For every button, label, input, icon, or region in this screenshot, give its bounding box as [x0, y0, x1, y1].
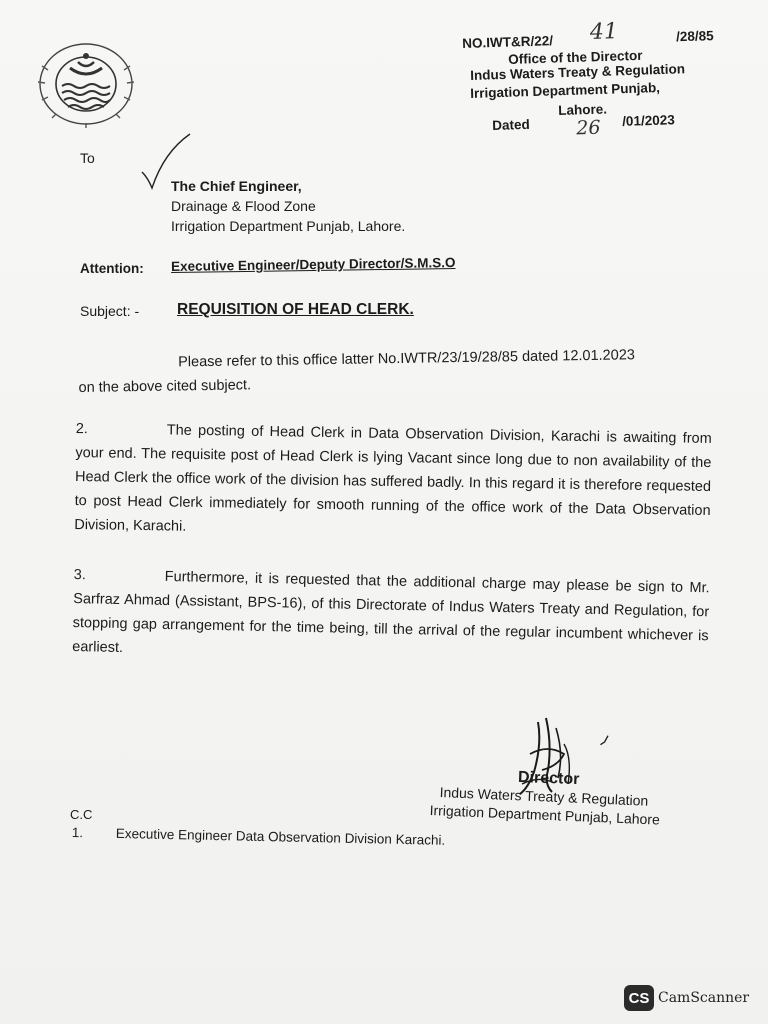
- recipient-title: The Chief Engineer,: [171, 178, 302, 194]
- office-city: Lahore.: [558, 101, 608, 118]
- to-label: To: [80, 150, 95, 166]
- dated-day-handwritten: 26: [576, 116, 601, 140]
- dated-label: Dated: [492, 116, 530, 133]
- office-dept: Irrigation Department Punjab,: [470, 80, 661, 101]
- camscanner-text: CamScanner: [658, 990, 750, 1006]
- punjab-government-seal-logo: [22, 36, 150, 132]
- signatory-dept: Irrigation Department Punjab, Lahore: [429, 802, 661, 828]
- cc-list-item: [72, 825, 492, 849]
- office-title: Office of the Director: [508, 47, 643, 67]
- recipient-dept: Irrigation Department Punjab, Lahore.: [171, 218, 406, 234]
- attention-value: Executive Engineer/Deputy Director/S.M.S.O: [171, 255, 456, 274]
- cc-item-number: 1.: [71, 825, 84, 841]
- office-org: Indus Waters Treaty & Regulation: [470, 61, 686, 83]
- subject-label: Subject: -: [80, 303, 140, 319]
- dated-line: [492, 112, 692, 140]
- camscanner-logo-icon: CS: [624, 985, 654, 1011]
- paragraph-2: [74, 417, 712, 547]
- ref-prefix: NO.IWT&R/22/: [462, 33, 554, 51]
- recipient-zone: Drainage & Flood Zone: [171, 198, 316, 214]
- cc-label: C.C: [70, 807, 93, 822]
- paragraph-3: [72, 563, 710, 672]
- paragraph-1: [78, 342, 715, 400]
- ref-suffix: /28/85: [675, 28, 714, 45]
- signatory-title: Director: [517, 768, 580, 789]
- paragraph-3-text: Furthermore, it is requested that the additional charge may please be sign to Mr. Sarfraz Ahmad (Assistant, BPS-16), of this Directorate of Indus Waters Treaty and Regulation, for stopping gap arrangement for the time being, till the arrival of the regular incumbent whichever is earliest.: [72, 568, 710, 657]
- paragraph-1-line-1: Please refer to this office latter No.IWTR/23/19/28/85 dated 12.01.2023: [178, 347, 636, 371]
- paragraph-2-text: The posting of Head Clerk in Data Observation Division, Karachi is awaiting from your end. The requisite post of Head Clerk is lying Vacant since long due to non availability of the Head Clerk the office work of the division has suffered badly. In this regard it is therefore requested to post Head Clerk immediately for smooth running of the office work of the Data Observation Division, Karachi.: [74, 422, 712, 535]
- paragraph-2-number: 2.: [75, 420, 89, 438]
- signatory-org: Indus Waters Treaty & Regulation: [439, 784, 649, 809]
- attention-label: Attention:: [80, 261, 144, 276]
- ref-handwritten-number: 41: [589, 19, 619, 45]
- paragraph-3-number: 3.: [73, 566, 87, 584]
- cc-item-text: Executive Engineer Data Observation Division Karachi.: [115, 825, 446, 848]
- subject-value: REQUISITION OF HEAD CLERK.: [177, 301, 414, 318]
- dated-rest: /01/2023: [621, 112, 675, 129]
- camscanner-watermark: [624, 985, 749, 1011]
- paragraph-1-line-2: on the above cited subject.: [78, 377, 252, 396]
- reference-number: [462, 19, 752, 51]
